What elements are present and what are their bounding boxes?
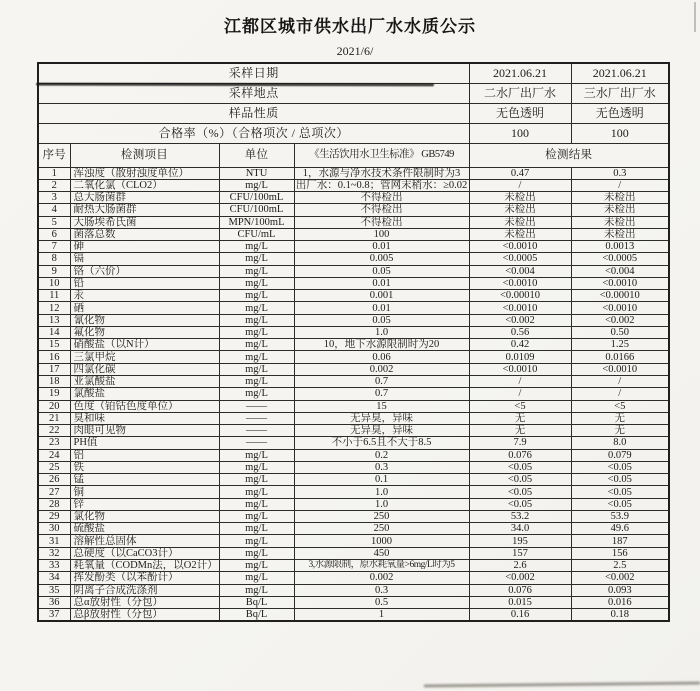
cell-row-number: 19 bbox=[38, 388, 70, 400]
table-row bbox=[38, 535, 669, 547]
cell-unit: CFU/100mL bbox=[219, 192, 294, 204]
table-row bbox=[38, 584, 669, 596]
cell-result-plant3: 0.093 bbox=[571, 584, 669, 596]
table-row bbox=[38, 474, 669, 486]
table-row bbox=[38, 523, 669, 535]
table-row bbox=[38, 547, 669, 559]
cell-standard-limit: 0.7 bbox=[294, 388, 469, 400]
cell-unit: mg/L bbox=[219, 486, 294, 498]
table-row bbox=[38, 179, 669, 191]
cell-test-item: 四氯化碳 bbox=[70, 363, 219, 375]
cell-unit: mg/L bbox=[219, 560, 294, 572]
table-row bbox=[38, 412, 669, 424]
cell-row-number: 3 bbox=[38, 192, 70, 204]
cell-row-number: 12 bbox=[38, 302, 70, 314]
cell-row-number: 30 bbox=[38, 523, 70, 535]
cell-row-number: 21 bbox=[38, 412, 70, 424]
cell-test-item: 砷 bbox=[70, 241, 219, 253]
page-title: 江都区城市供水出厂水水质公示 bbox=[224, 17, 476, 36]
cell-result-plant3: <0.05 bbox=[571, 461, 669, 473]
cell-standard-limit: 15 bbox=[294, 400, 469, 412]
cell-unit: Bq/L bbox=[219, 609, 294, 622]
cell-standard-limit: 10，地下水源限制时为20 bbox=[294, 339, 469, 351]
cell-result-plant2: <0.05 bbox=[469, 474, 571, 486]
cell-result-plant2: / bbox=[469, 388, 571, 400]
table-row bbox=[38, 437, 669, 449]
cell-result-plant2: 未检出 bbox=[469, 204, 571, 216]
table-row bbox=[38, 314, 669, 326]
cell-standard-limit: 0.5 bbox=[294, 596, 469, 608]
cell-test-item: 硫酸盐 bbox=[70, 523, 219, 535]
cell-row-number: 15 bbox=[38, 339, 70, 351]
pass-rate-label: 合格率（%）（合格项次 / 总项次） bbox=[38, 123, 469, 143]
table-row bbox=[38, 596, 669, 608]
cell-test-item: 铅 bbox=[70, 277, 219, 289]
cell-standard-limit: 不得检出 bbox=[294, 216, 469, 228]
cell-result-plant3: / bbox=[571, 376, 669, 388]
cell-result-plant3: <0.002 bbox=[571, 572, 669, 584]
cell-standard-limit: 0.1 bbox=[294, 474, 469, 486]
cell-test-item: 菌落总数 bbox=[70, 228, 219, 240]
cell-result-plant2: 0.47 bbox=[469, 167, 571, 179]
cell-unit: —— bbox=[219, 425, 294, 437]
table-row bbox=[38, 510, 669, 522]
cell-unit: CFU/mL bbox=[219, 228, 294, 240]
sample-date-plant3: 2021.06.21 bbox=[571, 63, 669, 83]
cell-result-plant2: <0.0005 bbox=[469, 253, 571, 265]
cell-test-item: 阴离子合成洗涤剂 bbox=[70, 584, 219, 596]
table-row bbox=[38, 241, 669, 253]
cell-result-plant3: <0.00010 bbox=[571, 290, 669, 302]
sample-nature-plant3: 无色透明 bbox=[571, 103, 669, 123]
table-row bbox=[38, 277, 669, 289]
cell-result-plant2: <5 bbox=[469, 400, 571, 412]
cell-test-item: 铝 bbox=[70, 449, 219, 461]
cell-standard-limit: 0.05 bbox=[294, 265, 469, 277]
table-row bbox=[38, 449, 669, 461]
cell-test-item: 氯酸盐 bbox=[70, 388, 219, 400]
cell-result-plant3: 0.18 bbox=[571, 609, 669, 622]
cell-result-plant3: 无 bbox=[571, 412, 669, 424]
cell-standard-limit: 0.3 bbox=[294, 461, 469, 473]
cell-unit: —— bbox=[219, 400, 294, 412]
cell-row-number: 22 bbox=[38, 425, 70, 437]
cell-unit: CFU/100mL bbox=[219, 204, 294, 216]
cell-standard-limit: 0.01 bbox=[294, 302, 469, 314]
cell-test-item: 镉 bbox=[70, 253, 219, 265]
cell-standard-limit: 1 bbox=[294, 609, 469, 622]
sample-nature-plant2: 无色透明 bbox=[469, 103, 571, 123]
cell-test-item: 总硬度（以CaCO3计） bbox=[70, 547, 219, 559]
cell-row-number: 25 bbox=[38, 461, 70, 473]
sample-nature-label: 样品性质 bbox=[38, 103, 469, 123]
cell-standard-limit: 0.01 bbox=[294, 241, 469, 253]
cell-test-item: 铜 bbox=[70, 486, 219, 498]
cell-unit: mg/L bbox=[219, 498, 294, 510]
cell-test-item: 总β放射性（分包） bbox=[70, 609, 219, 622]
cell-row-number: 32 bbox=[38, 547, 70, 559]
cell-unit: mg/L bbox=[219, 302, 294, 314]
cell-standard-limit: 250 bbox=[294, 510, 469, 522]
cell-result-plant3: 0.50 bbox=[571, 326, 669, 338]
cell-result-plant3: 0.0166 bbox=[571, 351, 669, 363]
cell-standard-limit: 0.002 bbox=[294, 572, 469, 584]
cell-result-plant2: <0.05 bbox=[469, 498, 571, 510]
cell-result-plant3: <0.0010 bbox=[571, 302, 669, 314]
cell-result-plant2: 0.56 bbox=[469, 326, 571, 338]
cell-test-item: 大肠埃希氏菌 bbox=[70, 216, 219, 228]
cell-row-number: 17 bbox=[38, 363, 70, 375]
cell-row-number: 23 bbox=[38, 437, 70, 449]
cell-result-plant3: / bbox=[571, 179, 669, 191]
cell-result-plant2: / bbox=[469, 179, 571, 191]
column-header-no: 序号 bbox=[38, 143, 70, 167]
cell-result-plant2: <0.004 bbox=[469, 265, 571, 277]
cell-standard-limit: 1，水源与净水技术条件限制时为3 bbox=[294, 167, 469, 179]
cell-standard-limit: 0.7 bbox=[294, 376, 469, 388]
cell-result-plant3: / bbox=[571, 388, 669, 400]
cell-result-plant2: <0.00010 bbox=[469, 290, 571, 302]
cell-row-number: 7 bbox=[38, 241, 70, 253]
cell-result-plant3: 1.25 bbox=[571, 339, 669, 351]
cell-unit: mg/L bbox=[219, 290, 294, 302]
table-row bbox=[38, 167, 669, 179]
cell-result-plant2: 0.0109 bbox=[469, 351, 571, 363]
cell-result-plant3: 49.6 bbox=[571, 523, 669, 535]
sample-location-label: 采样地点 bbox=[38, 83, 469, 103]
cell-row-number: 8 bbox=[38, 253, 70, 265]
table-row bbox=[38, 425, 669, 437]
cell-result-plant2: 0.42 bbox=[469, 339, 571, 351]
cell-result-plant3: 156 bbox=[571, 547, 669, 559]
column-header-item: 检测项目 bbox=[70, 143, 219, 167]
cell-result-plant3: <0.002 bbox=[571, 314, 669, 326]
cell-standard-limit: 1.0 bbox=[294, 326, 469, 338]
cell-result-plant3: <0.0005 bbox=[571, 253, 669, 265]
cell-test-item: 锰 bbox=[70, 474, 219, 486]
cell-standard-limit: 0.05 bbox=[294, 314, 469, 326]
cell-result-plant2: <0.05 bbox=[469, 486, 571, 498]
cell-result-plant2: <0.0010 bbox=[469, 363, 571, 375]
scan-artifact-streak bbox=[424, 682, 700, 687]
cell-test-item: 耗氧量（CODMn法，以O2计） bbox=[70, 560, 219, 572]
cell-test-item: 浑浊度（散射浊度单位） bbox=[70, 167, 219, 179]
cell-row-number: 28 bbox=[38, 498, 70, 510]
cell-result-plant2: <0.0010 bbox=[469, 241, 571, 253]
cell-result-plant3: 0.3 bbox=[571, 167, 669, 179]
cell-result-plant2: 157 bbox=[469, 547, 571, 559]
cell-unit: mg/L bbox=[219, 461, 294, 473]
cell-unit: mg/L bbox=[219, 363, 294, 375]
table-row bbox=[38, 192, 669, 204]
table-row bbox=[38, 498, 669, 510]
cell-unit: mg/L bbox=[219, 523, 294, 535]
cell-test-item: 肉眼可见物 bbox=[70, 425, 219, 437]
cell-unit: mg/L bbox=[219, 584, 294, 596]
table-row bbox=[38, 388, 669, 400]
cell-standard-limit: 450 bbox=[294, 547, 469, 559]
cell-row-number: 36 bbox=[38, 596, 70, 608]
cell-test-item: 亚氯酸盐 bbox=[70, 376, 219, 388]
cell-unit: —— bbox=[219, 437, 294, 449]
cell-unit: MPN/100mL bbox=[219, 216, 294, 228]
summary-row-sample-date bbox=[38, 63, 669, 83]
cell-unit: mg/L bbox=[219, 510, 294, 522]
cell-result-plant2: 无 bbox=[469, 412, 571, 424]
cell-test-item: 铬（六价） bbox=[70, 265, 219, 277]
table-row bbox=[38, 363, 669, 375]
cell-standard-limit: 0.06 bbox=[294, 351, 469, 363]
table-row bbox=[38, 461, 669, 473]
cell-result-plant2: 0.076 bbox=[469, 584, 571, 596]
report-month: 2021/6/ bbox=[336, 44, 374, 58]
cell-unit: mg/L bbox=[219, 265, 294, 277]
cell-unit: mg/L bbox=[219, 376, 294, 388]
cell-test-item: PH值 bbox=[70, 437, 219, 449]
sample-location-plant2: 二水厂出厂水 bbox=[469, 83, 571, 103]
cell-result-plant2: 53.2 bbox=[469, 510, 571, 522]
cell-result-plant3: 0.016 bbox=[571, 596, 669, 608]
cell-result-plant2: 2.6 bbox=[469, 560, 571, 572]
cell-unit: mg/L bbox=[219, 388, 294, 400]
cell-result-plant3: 0.079 bbox=[571, 449, 669, 461]
column-header-standard: 《生活饮用水卫生标准》 GB5749 bbox=[294, 143, 469, 167]
cell-row-number: 31 bbox=[38, 535, 70, 547]
cell-unit: mg/L bbox=[219, 253, 294, 265]
cell-unit: mg/L bbox=[219, 474, 294, 486]
cell-result-plant2: 195 bbox=[469, 535, 571, 547]
cell-test-item: 铁 bbox=[70, 461, 219, 473]
cell-test-item: 汞 bbox=[70, 290, 219, 302]
cell-result-plant3: <0.0010 bbox=[571, 277, 669, 289]
cell-row-number: 35 bbox=[38, 584, 70, 596]
cell-row-number: 14 bbox=[38, 326, 70, 338]
cell-result-plant3: <5 bbox=[571, 400, 669, 412]
cell-result-plant2: <0.002 bbox=[469, 314, 571, 326]
cell-unit: mg/L bbox=[219, 179, 294, 191]
cell-test-item: 三氯甲烷 bbox=[70, 351, 219, 363]
cell-result-plant2: <0.0010 bbox=[469, 277, 571, 289]
column-header-unit: 单位 bbox=[219, 143, 294, 167]
table-row bbox=[38, 253, 669, 265]
cell-result-plant3: 187 bbox=[571, 535, 669, 547]
cell-row-number: 2 bbox=[38, 179, 70, 191]
cell-result-plant3: 0.0013 bbox=[571, 241, 669, 253]
cell-result-plant2: <0.002 bbox=[469, 572, 571, 584]
cell-standard-limit: 0.002 bbox=[294, 363, 469, 375]
sample-date-plant2: 2021.06.21 bbox=[469, 63, 571, 83]
cell-standard-limit: 100 bbox=[294, 228, 469, 240]
cell-test-item: 溶解性总固体 bbox=[70, 535, 219, 547]
cell-test-item: 总α放射性（分包） bbox=[70, 596, 219, 608]
cell-result-plant3: 未检出 bbox=[571, 216, 669, 228]
cell-result-plant3: 未检出 bbox=[571, 204, 669, 216]
table-row bbox=[38, 290, 669, 302]
table-row bbox=[38, 228, 669, 240]
cell-standard-limit: 250 bbox=[294, 523, 469, 535]
cell-result-plant2: 0.16 bbox=[469, 609, 571, 622]
cell-result-plant2: / bbox=[469, 376, 571, 388]
cell-test-item: 二氧化氯（CLO2） bbox=[70, 179, 219, 191]
cell-result-plant3: <0.0010 bbox=[571, 363, 669, 375]
cell-row-number: 20 bbox=[38, 400, 70, 412]
cell-test-item: 氯化物 bbox=[70, 510, 219, 522]
cell-row-number: 13 bbox=[38, 314, 70, 326]
cell-row-number: 5 bbox=[38, 216, 70, 228]
cell-standard-limit: 1000 bbox=[294, 535, 469, 547]
pass-rate-plant3: 100 bbox=[571, 123, 669, 143]
cell-test-item: 臭和味 bbox=[70, 412, 219, 424]
cell-result-plant3: <0.05 bbox=[571, 486, 669, 498]
cell-row-number: 26 bbox=[38, 474, 70, 486]
cell-unit: mg/L bbox=[219, 572, 294, 584]
cell-result-plant3: 8.0 bbox=[571, 437, 669, 449]
table-row bbox=[38, 560, 669, 572]
table-row bbox=[38, 326, 669, 338]
cell-test-item: 氟化物 bbox=[70, 326, 219, 338]
cell-result-plant3: 2.5 bbox=[571, 560, 669, 572]
cell-unit: —— bbox=[219, 412, 294, 424]
cell-standard-limit: 0.01 bbox=[294, 277, 469, 289]
cell-result-plant3: 未检出 bbox=[571, 228, 669, 240]
cell-row-number: 29 bbox=[38, 510, 70, 522]
cell-row-number: 11 bbox=[38, 290, 70, 302]
cell-row-number: 1 bbox=[38, 167, 70, 179]
cell-row-number: 9 bbox=[38, 265, 70, 277]
cell-unit: mg/L bbox=[219, 277, 294, 289]
cell-unit: mg/L bbox=[219, 339, 294, 351]
cell-result-plant2: 7.9 bbox=[469, 437, 571, 449]
cell-row-number: 18 bbox=[38, 376, 70, 388]
cell-unit: mg/L bbox=[219, 535, 294, 547]
summary-section bbox=[38, 63, 669, 167]
cell-standard-limit: 0.2 bbox=[294, 449, 469, 461]
cell-unit: Bq/L bbox=[219, 596, 294, 608]
cell-standard-limit: 无异臭，异味 bbox=[294, 425, 469, 437]
cell-standard-limit: 0.001 bbox=[294, 290, 469, 302]
cell-result-plant2: 未检出 bbox=[469, 216, 571, 228]
cell-result-plant3: 无 bbox=[571, 425, 669, 437]
sample-date-label: 采样日期 bbox=[38, 63, 469, 83]
cell-row-number: 34 bbox=[38, 572, 70, 584]
table-row bbox=[38, 204, 669, 216]
cell-standard-limit: 1.0 bbox=[294, 486, 469, 498]
cell-standard-limit: 无异臭，异味 bbox=[294, 412, 469, 424]
cell-result-plant2: <0.05 bbox=[469, 461, 571, 473]
cell-standard-limit: 不得检出 bbox=[294, 204, 469, 216]
data-rows bbox=[38, 167, 669, 621]
water-quality-table bbox=[37, 62, 670, 622]
cell-standard-limit: 0.005 bbox=[294, 253, 469, 265]
cell-result-plant2: 34.0 bbox=[469, 523, 571, 535]
cell-result-plant2: 无 bbox=[469, 425, 571, 437]
cell-standard-limit: 0.3 bbox=[294, 584, 469, 596]
pass-rate-plant2: 100 bbox=[469, 123, 571, 143]
table-row bbox=[38, 216, 669, 228]
table-row bbox=[38, 400, 669, 412]
cell-result-plant3: <0.05 bbox=[571, 498, 669, 510]
cell-result-plant3: 未检出 bbox=[571, 192, 669, 204]
cell-result-plant2: 未检出 bbox=[469, 192, 571, 204]
cell-row-number: 6 bbox=[38, 228, 70, 240]
cell-standard-limit: 1.0 bbox=[294, 498, 469, 510]
column-header-row bbox=[38, 143, 669, 167]
cell-test-item: 氰化物 bbox=[70, 314, 219, 326]
table-row bbox=[38, 376, 669, 388]
cell-result-plant3: <0.004 bbox=[571, 265, 669, 277]
cell-row-number: 37 bbox=[38, 609, 70, 622]
table-row bbox=[38, 351, 669, 363]
cell-test-item: 耐热大肠菌群 bbox=[70, 204, 219, 216]
cell-standard-limit: 不小于6.5且不大于8.5 bbox=[294, 437, 469, 449]
table-row bbox=[38, 486, 669, 498]
cell-result-plant3: 53.9 bbox=[571, 510, 669, 522]
cell-row-number: 16 bbox=[38, 351, 70, 363]
cell-row-number: 33 bbox=[38, 560, 70, 572]
cell-test-item: 色度（铂钴色度单位） bbox=[70, 400, 219, 412]
cell-unit: mg/L bbox=[219, 314, 294, 326]
cell-standard-limit: 3,水源限制，原水耗氧量>6mg/L时为5 bbox=[294, 560, 469, 572]
cell-unit: mg/L bbox=[219, 241, 294, 253]
table-row bbox=[38, 572, 669, 584]
cell-row-number: 10 bbox=[38, 277, 70, 289]
cell-standard-limit: 出厂水：0.1~0.8；管网末稍水：≥0.02 bbox=[295, 179, 468, 191]
summary-row-pass-rate bbox=[38, 123, 669, 143]
cell-unit: NTU bbox=[219, 167, 294, 179]
cell-test-item: 硒 bbox=[70, 302, 219, 314]
cell-result-plant2: 0.015 bbox=[469, 596, 571, 608]
summary-row-sample-nature bbox=[38, 103, 669, 123]
cell-unit: mg/L bbox=[219, 547, 294, 559]
cell-row-number: 4 bbox=[38, 204, 70, 216]
cell-test-item: 锌 bbox=[70, 498, 219, 510]
cell-result-plant3: <0.05 bbox=[571, 474, 669, 486]
cell-row-number: 24 bbox=[38, 449, 70, 461]
cell-unit: mg/L bbox=[219, 351, 294, 363]
cell-standard-limit: 不得检出 bbox=[294, 192, 469, 204]
table-row bbox=[38, 609, 669, 622]
sample-location-plant3: 三水厂出厂水 bbox=[571, 83, 669, 103]
table-row bbox=[38, 302, 669, 314]
cell-result-plant2: <0.0010 bbox=[469, 302, 571, 314]
cell-result-plant2: 0.076 bbox=[469, 449, 571, 461]
cell-row-number: 27 bbox=[38, 486, 70, 498]
column-header-result: 检测结果 bbox=[469, 143, 669, 167]
cell-result-plant2: 未检出 bbox=[469, 228, 571, 240]
cell-test-item: 硝酸盐（以N计） bbox=[70, 339, 219, 351]
cell-test-item: 挥发酚类（以苯酚计） bbox=[70, 572, 219, 584]
table-row bbox=[38, 265, 669, 277]
cell-test-item: 总大肠菌群 bbox=[70, 192, 219, 204]
table-row bbox=[38, 339, 669, 351]
summary-row-sample-location bbox=[38, 83, 669, 103]
cell-unit: mg/L bbox=[219, 449, 294, 461]
cell-unit: mg/L bbox=[219, 326, 294, 338]
